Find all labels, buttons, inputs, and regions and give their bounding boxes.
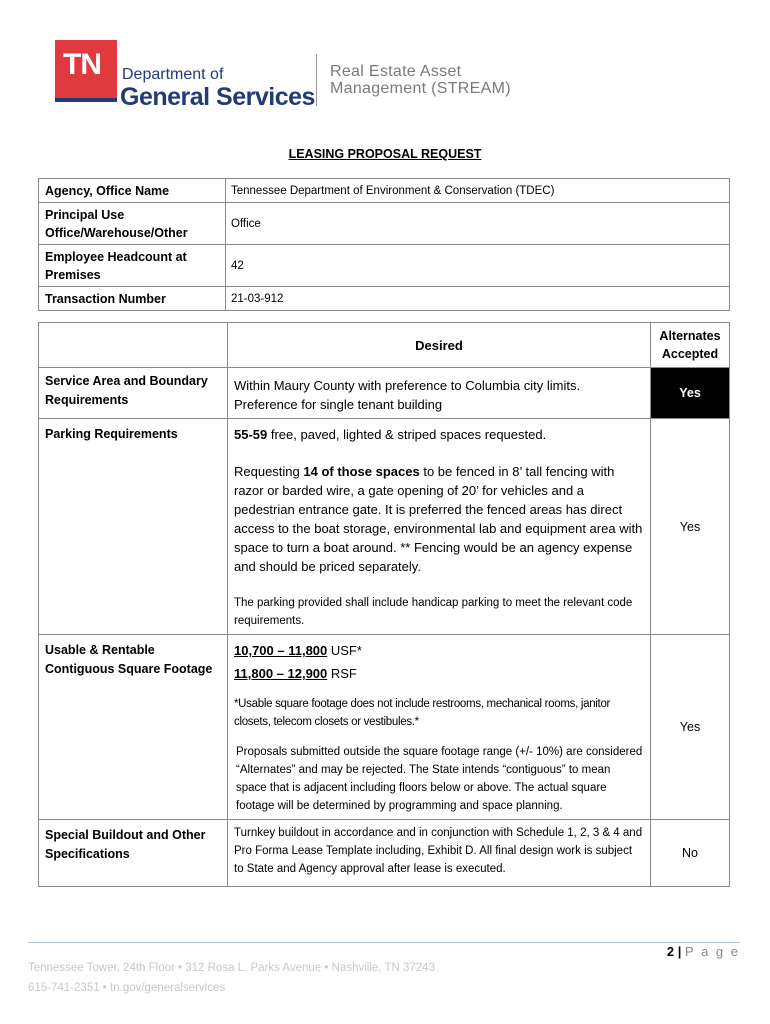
rsf-line [234, 664, 644, 683]
fencing-text-a: Requesting [234, 464, 304, 479]
info-label: Principal Use Office/Warehouse/Other [39, 203, 226, 245]
rsf-unit: RSF [327, 666, 357, 681]
buildout-label: Special Buildout and Other Specifications [39, 820, 228, 887]
stream-name-line2: Management (STREAM) [330, 80, 511, 97]
usable-label: Usable & Rentable Contiguous Square Footage [39, 635, 228, 820]
service-area-label: Service Area and Boundary Requirements [39, 368, 228, 419]
table-row [39, 287, 730, 311]
table-header-row [39, 323, 730, 368]
buildout-text: Turnkey buildout in accordance and in conjunction with Schedule 1, 2, 3 & 4 and Pro Forma Lease Template including, Exhibit D. All final design work is subject to State and Agency approval after lease is executed. [228, 820, 651, 887]
service-area-alt: Yes [651, 368, 730, 419]
footer-contact: 615-741-2351 • tn.gov/generalservices [28, 982, 226, 994]
tn-logo-text: TN [63, 48, 101, 81]
service-area-text: Within Maury County with preference to Columbia city limits. Preference for single tenant building [228, 368, 651, 419]
info-label: Transaction Number [39, 287, 226, 311]
usf-range: 10,700 – 11,800 [234, 643, 328, 658]
table-row [39, 245, 730, 287]
info-label: Agency, Office Name [39, 179, 226, 203]
table-row [39, 368, 730, 419]
parking-handicap-paragraph: The parking provided shall include handicap parking to meet the relevant code requirements. [234, 597, 633, 627]
stream-name-line1: Real Estate Asset [330, 63, 462, 80]
document-title: LEASING PROPOSAL REQUEST [288, 147, 482, 161]
info-value: 21-03-912 [226, 287, 730, 311]
usable-proposals: Proposals submitted outside the square footage range (+/- 10%) are considered “Alternates” and may be rejected. The State intends “contiguous” to mean space that is adjacent including floors below or above. The actual square footage will be determined by programming and space planning. [236, 746, 643, 812]
rsf-range: 11,800 – 12,900 [234, 666, 328, 681]
requirements-table [38, 322, 730, 887]
fencing-text-b: to be fenced in 8’ tall fencing with razor or barded wire, a gate opening of 20’ for vehicles and a pedestrian entrance gate. It is preferred the fenced areas has direct access to the boat storage, environmental lab and equipment area with space to turn a boat around. ** Fencing would be an agency expense and should be priced separately. [234, 464, 643, 574]
info-table [38, 178, 730, 311]
fencing-text-bold: 14 of those spaces [303, 464, 420, 479]
table-row [39, 203, 730, 245]
parking-alt: Yes [651, 419, 730, 635]
usf-line [234, 641, 644, 660]
logo-divider [316, 54, 317, 106]
usable-note: *Usable square footage does not include restrooms, mechanical rooms, janitor closets, telecom closets or vestibules.* [234, 698, 611, 728]
info-value: 42 [226, 245, 730, 287]
footer-address: Tennessee Tower, 24th Floor • 312 Rosa L. Parks Avenue • Nashville, TN 37243 [28, 962, 435, 974]
usable-text [228, 635, 651, 820]
parking-count: 55-59 [234, 427, 268, 442]
dept-name-line1: Department of [122, 66, 224, 83]
header-alternates: Alternates Accepted [651, 323, 730, 368]
table-row [39, 419, 730, 635]
table-row [39, 820, 730, 887]
page-number-value: 2 [666, 944, 675, 959]
table-row [39, 179, 730, 203]
page-word: P a g e [685, 944, 740, 959]
header-desired: Desired [228, 323, 651, 368]
info-label: Employee Headcount at Premises [39, 245, 226, 287]
header-empty-cell [39, 323, 228, 368]
info-value: Tennessee Department of Environment & Conservation (TDEC) [226, 179, 730, 203]
parking-text [228, 419, 651, 635]
parking-fencing-paragraph [234, 462, 644, 576]
info-value: Office [226, 203, 730, 245]
dept-name-line2: General Services [120, 83, 315, 111]
table-row [39, 635, 730, 820]
parking-label: Parking Requirements [39, 419, 228, 635]
parking-spaces-line [234, 425, 644, 444]
buildout-alt: No [651, 820, 730, 887]
page-number: 2 | P a g e [666, 944, 740, 959]
usable-alt: Yes [651, 635, 730, 820]
parking-count-desc: free, paved, lighted & striped spaces requested. [267, 427, 547, 442]
footer-rule [28, 942, 740, 943]
tn-logo-box [55, 40, 117, 102]
usf-unit: USF* [327, 643, 362, 658]
